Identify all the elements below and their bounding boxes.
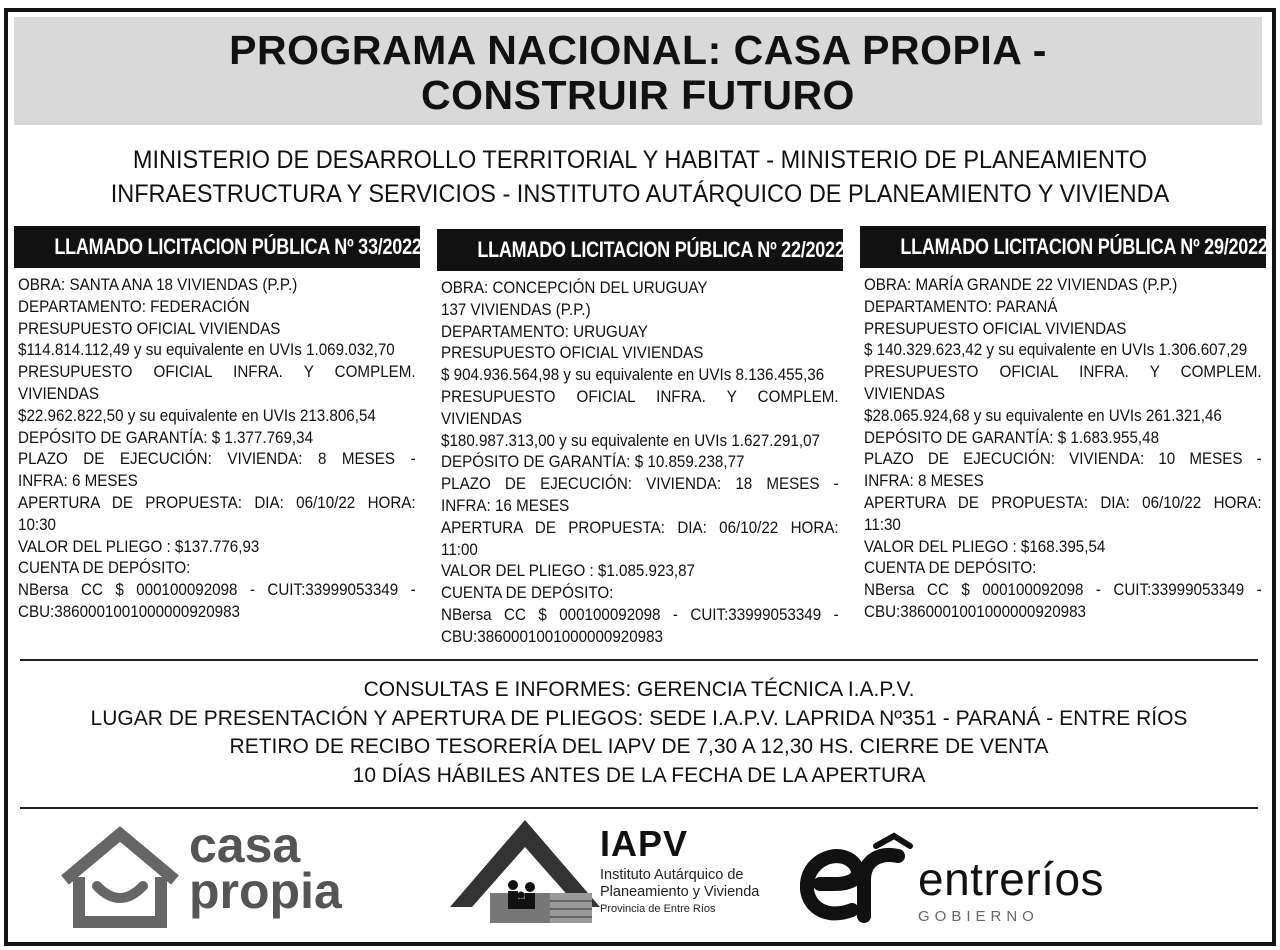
tender-line: PRESUPUESTO OFICIAL INFRA. Y COMPLEM. (18, 363, 416, 382)
tender-line: PRESUPUESTO OFICIAL INFRA. Y COMPLEM. (864, 363, 1262, 382)
tender-line: $22.962.822,50 y su equivalente en UVIs 213.806,54 (18, 406, 376, 425)
tender-column-1 (14, 226, 420, 624)
info-block (20, 676, 1258, 790)
info-line-4: 10 DÍAS HÁBILES ANTES DE LA FECHA DE LA APERTURA (352, 763, 926, 787)
tender-line: VIVIENDAS (441, 409, 522, 428)
tender-line: CBU:3860001001000000920983 (864, 602, 1087, 621)
title-line-2: CONSTRUIR FUTURO (421, 72, 855, 118)
tender-line: OBRA: CONCEPCIÓN DEL URUGUAY (441, 279, 708, 297)
tender-line: APERTURA DE PROPUESTA: DIA: 06/10/22 HORA: (18, 493, 416, 512)
tender-line: $ 904.936.564,98 y su equivalente en UVIs 8.136.455,36 (441, 366, 825, 385)
tender-line: PLAZO DE EJECUCIÓN: VIVIENDA: 8 MESES - (18, 450, 416, 469)
casa-propia-wordmark: casa propia (189, 817, 342, 919)
tender-line: NBersa CC $ 000100092098 - CUIT:33999053349 - (441, 605, 839, 624)
tender-column-3 (860, 226, 1266, 624)
tender-line: VIVIENDAS (864, 384, 945, 403)
divider (20, 807, 1258, 809)
tender-column-2 (437, 229, 843, 649)
tender-heading: LLAMADO LICITACION PÚBLICA Nº 33/2022 (14, 226, 420, 268)
tender-line: CUENTA DE DEPÓSITO: (18, 559, 191, 578)
tender-line: PLAZO DE EJECUCIÓN: VIVIENDA: 10 MESES - (864, 450, 1262, 469)
page-title (14, 17, 1262, 125)
tender-line: PRESUPUESTO OFICIAL INFRA. Y COMPLEM. (441, 387, 839, 406)
info-line-3: RETIRO DE RECIBO TESORERÍA DEL IAPV DE 7,30 A 12,30 HS. CIERRE DE VENTA (229, 735, 1049, 758)
tender-line: CBU:3860001001000000920983 (441, 627, 664, 646)
tender-heading: LLAMADO LICITACION PÚBLICA Nº 22/2022 (437, 229, 843, 271)
tender-line: APERTURA DE PROPUESTA: DIA: 06/10/22 HORA: (864, 493, 1262, 512)
info-line-1: CONSULTAS E INFORMES: GERENCIA TÉCNICA I.A.P.V. (363, 678, 915, 701)
tender-line: $180.987.313,00 y su equivalente en UVIs 1.627.291,07 (441, 431, 820, 450)
tender-line: PRESUPUESTO OFICIAL VIVIENDAS (18, 319, 281, 338)
ministry-line-2: INFRAESTRUCTURA Y SERVICIOS - INSTITUTO AUTÁRQUICO DE PLANEAMIENTO Y VIVIENDA (110, 180, 1170, 208)
tender-line: DEPARTAMENTO: FEDERACIÓN (18, 297, 250, 316)
tender-line: VALOR DEL PLIEGO : $137.776,93 (18, 537, 260, 556)
tender-line: 137 VIVIENDAS (P.P.) (441, 300, 591, 319)
tender-line: NBersa CC $ 000100092098 - CUIT:33999053349 - (864, 581, 1262, 600)
er-monogram-icon (800, 830, 920, 930)
tender-line: DEPÓSITO DE GARANTÍA: $ 1.377.769,34 (18, 428, 314, 447)
ministry-line-1: MINISTERIO DE DESARROLLO TERRITORIAL Y HABITAT - MINISTERIO DE PLANEAMIENTO (132, 146, 1148, 174)
tender-line: 10:30 (18, 515, 56, 534)
tender-line: APERTURA DE PROPUESTA: DIA: 06/10/22 HORA: (441, 518, 839, 537)
tender-line: CUENTA DE DEPÓSITO: (864, 559, 1037, 578)
tender-line: DEPÓSITO DE GARANTÍA: $ 1.683.955,48 (864, 428, 1160, 447)
entre-rios-logo (800, 830, 1160, 930)
tender-line: PLAZO DE EJECUCIÓN: VIVIENDA: 18 MESES - (441, 475, 839, 494)
tender-line: VIVIENDAS (18, 384, 99, 403)
tender-line: DEPÓSITO DE GARANTÍA: $ 10.859.238,77 (441, 453, 745, 472)
tender-line: DEPARTAMENTO: PARANÁ (864, 297, 1058, 316)
tender-line: PRESUPUESTO OFICIAL VIVIENDAS (864, 319, 1127, 338)
tender-line: 11:30 (864, 515, 901, 534)
tender-details (14, 268, 420, 624)
tender-line: CBU:3860001001000000920983 (18, 602, 241, 621)
info-line-2: LUGAR DE PRESENTACIÓN Y APERTURA DE PLIEGOS: SEDE I.A.P.V. LAPRIDA Nº351 - PARANÁ - ENTRE RÍOS (90, 706, 1188, 730)
tender-line: $ 140.329.623,42 y su equivalente en UVIs 1.306.607,29 (864, 341, 1248, 360)
tender-line: 11:00 (441, 540, 478, 559)
tender-line: VALOR DEL PLIEGO : $1.085.923,87 (441, 562, 695, 581)
tender-line: VALOR DEL PLIEGO : $168.395,54 (864, 537, 1106, 556)
house-smile-icon (55, 822, 185, 932)
tender-details (860, 268, 1266, 624)
tender-line: OBRA: MARÍA GRANDE 22 VIVIENDAS (P.P.) (864, 276, 1178, 294)
entre-rios-wordmark: entreríos (918, 853, 1105, 905)
tender-line: $28.065.924,68 y su equivalente en UVIs 261.321,46 (864, 406, 1222, 425)
tender-line: $114.814.112,49 y su equivalente en UVIs 1.069.032,70 (18, 341, 395, 360)
casa-propia-logo (55, 817, 385, 937)
iapv-name: Instituto Autárquico de Planeamiento y Vivienda Provincia de Entre Ríos (600, 867, 760, 915)
iapv-house-icon (450, 815, 600, 935)
tender-line: NBersa CC $ 000100092098 - CUIT:33999053349 - (18, 581, 416, 600)
divider (20, 659, 1258, 661)
tender-line: INFRA: 16 MESES (441, 496, 570, 515)
tender-line: CUENTA DE DEPÓSITO: (441, 584, 614, 603)
title-line-1: PROGRAMA NACIONAL: CASA PROPIA - (229, 27, 1047, 73)
tender-line: INFRA: 8 MESES (864, 472, 984, 491)
tender-details (437, 271, 843, 649)
tender-heading: LLAMADO LICITACION PÚBLICA Nº 29/2022 (860, 226, 1266, 268)
tender-line: OBRA: SANTA ANA 18 VIVIENDAS (P.P.) (18, 276, 298, 294)
iapv-logo (450, 815, 780, 935)
gobierno-label: GOBIERNO (918, 908, 1039, 925)
tender-line: INFRA: 6 MESES (18, 472, 138, 491)
tender-line: DEPARTAMENTO: URUGUAY (441, 322, 648, 341)
ministry-header (52, 143, 1229, 211)
iapv-acronym: IAPV (600, 823, 689, 864)
tender-line: PRESUPUESTO OFICIAL VIVIENDAS (441, 344, 704, 363)
